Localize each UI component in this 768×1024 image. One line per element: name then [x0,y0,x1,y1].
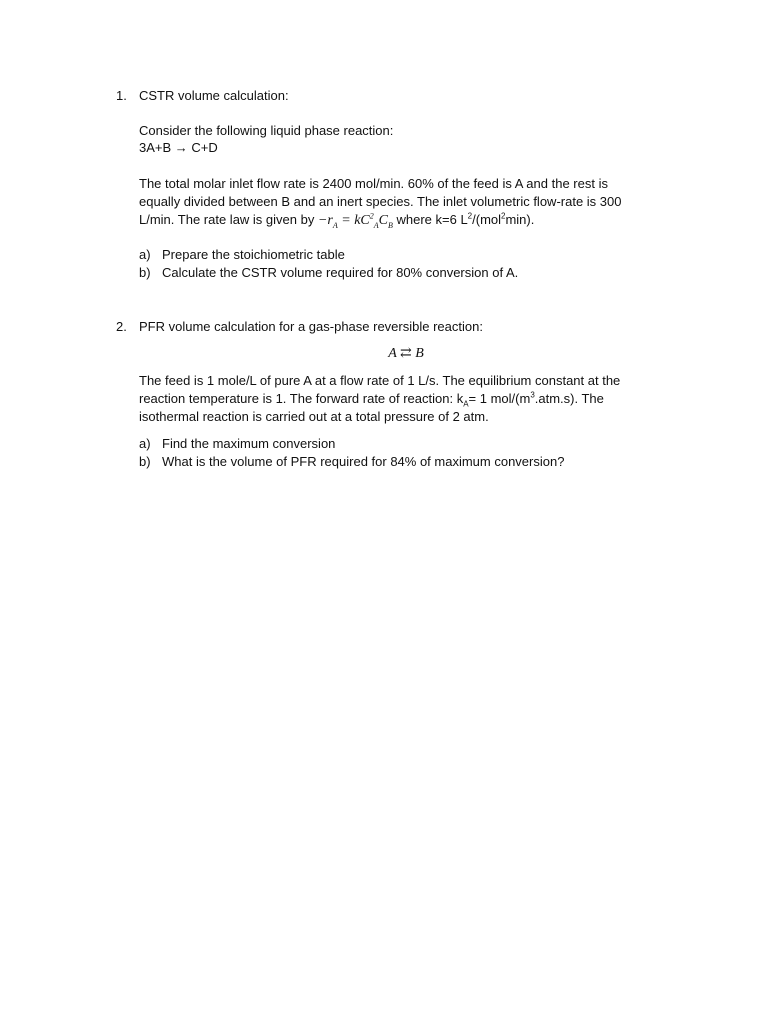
q2-part-b-text: What is the volume of PFR required for 84% of maximum conversion? [162,454,565,469]
rate-law-equation: $-r_A = kC^2_AC_B$ [317,211,393,230]
q2-part-a-label: a) [139,436,151,451]
q2-number: 2. [116,319,127,334]
q2-equation: A ⇄ B [388,346,424,361]
q1-line3-prefix: L/min. The rate law is given by [139,212,318,227]
q1-reaction: 3A+B → C+D [139,140,218,155]
q1-title: CSTR volume calculation: [139,88,289,103]
q2-part-a-text: Find the maximum conversion [162,436,336,451]
q2-paragraph-line-1: The feed is 1 mole/L of pure A at a flow rate of 1 L/s. The equilibrium constant at the [139,373,621,388]
q1-number: 1. [116,88,127,103]
q2-part-b-label: b) [139,454,151,469]
q1-paragraph-line-3: L/min. The rate law is given by $-r_A = kC^2_AC_B$ where k=6 $L^2/(mol^2\min)$. [139,211,535,230]
q2-title: PFR volume calculation for a gas-phase reversible reaction: [139,319,483,334]
q2-paragraph-line-3: isothermal reaction is carried out at a total pressure of 2 atm. [139,409,489,424]
q1-part-b-text: Calculate the CSTR volume required for 80% conversion of A. [162,265,519,280]
q1-part-a-label: a) [139,247,151,262]
q2-paragraph-line-2: reaction temperature is 1. The forward rate of reaction: $k_A= 1$ mol/$(m^3.atm.s)$. The [139,390,604,409]
q1-part-b-label: b) [139,265,151,280]
q1-paragraph-line-1: The total molar inlet flow rate is 2400 mol/min. 60% of the feed is A and the rest is [139,176,608,191]
q1-part-a-text: Prepare the stoichiometric table [162,247,345,262]
q1-intro: Consider the following liquid phase reaction: [139,123,394,138]
q1-paragraph-line-2: equally divided between B and an inert species. The inlet volumetric flow-rate is 300 [139,194,622,209]
